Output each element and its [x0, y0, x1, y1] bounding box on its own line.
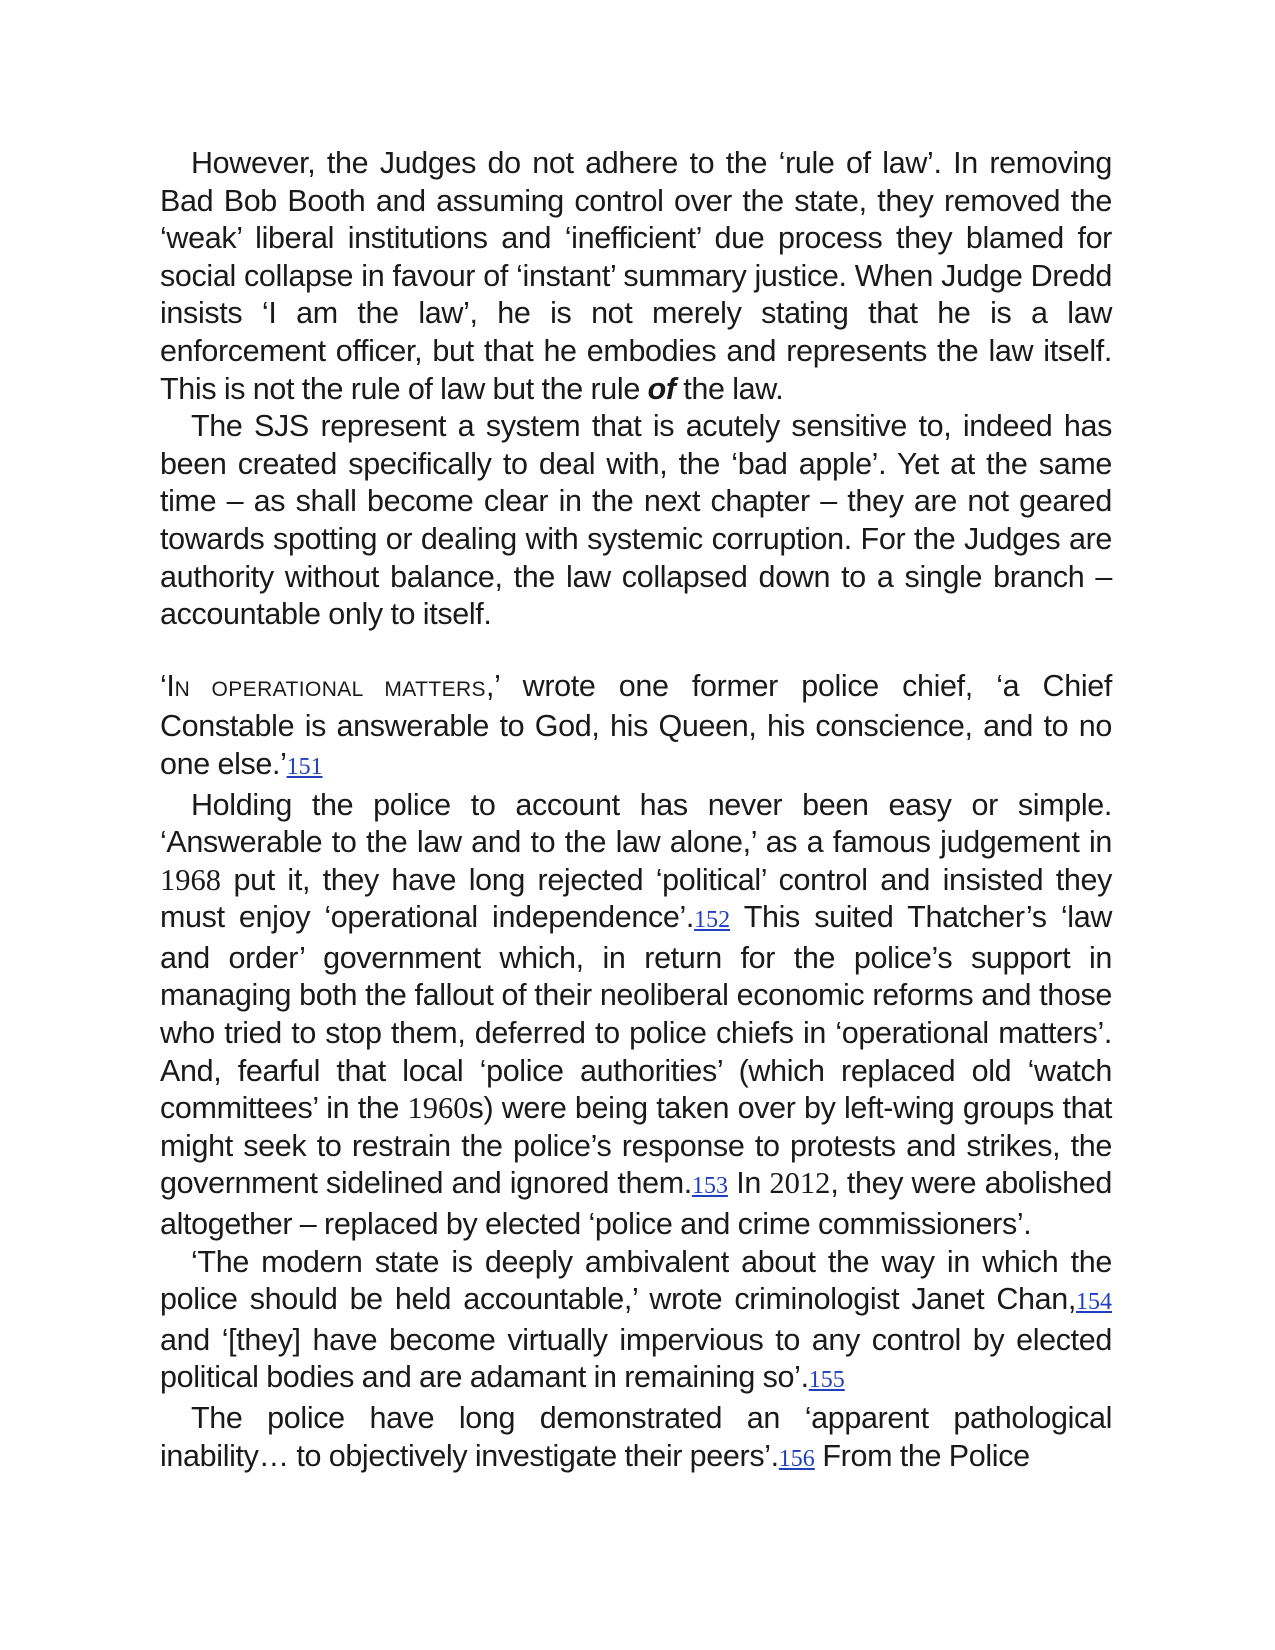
emphasis-of: of [647, 371, 676, 406]
footnote-link-153[interactable]: 153 [691, 1173, 728, 1200]
paragraph-text: ,’ wrote one former police chief, ‘a Chief Constable is answerable to God, his Queen, his conscience, and to no one else.’ [160, 668, 1112, 781]
paragraph-text: and ‘[they] have become virtually impervious to any control by elected political bodies and are adamant in remaining so’. [160, 1322, 1112, 1395]
footnote-link-155[interactable]: 155 [808, 1367, 845, 1394]
footnote-link-151[interactable]: 151 [286, 753, 323, 780]
year-2012: 2012 [769, 1166, 831, 1201]
paragraph-text: put it, they have long rejected ‘political’ control and insisted they must enjoy ‘operational independence’. [160, 862, 1112, 935]
footnote-link-152[interactable]: 152 [694, 907, 731, 934]
paragraph-text: ‘The modern state is deeply ambivalent about the way in which the police should be held accountable,’ wrote criminologist Janet Chan, [160, 1244, 1112, 1317]
paragraph-judges-rule-of-law [160, 145, 1112, 408]
paragraph-text: , they were abolished altogether – replaced by elected ‘police and crime commissioners’. [160, 1166, 1113, 1242]
section-break [160, 634, 1112, 668]
paragraph-sjs-system [160, 408, 1112, 634]
paragraph-text: The SJS represent a system that is acutely sensitive to, indeed has been created specifically to deal with, the ‘bad apple’. Yet at the same time – as shall become clear in the next chapter – they are not geared towards spotting or dealing with systemic corruption. For the Judges are authority without balance, the law collapsed down to a single branch – accountable only to itself. [160, 409, 1112, 632]
paragraph-text: This suited Thatcher’s ‘law and order’ government which, in return for the police’s support in managing both the fallout of their neoliberal economic reforms and those who tried to stop them, deferred to police chiefs in ‘operational matters’. And, fearful that local ‘police authorities’ (which replaced old ‘watch committees’ in the [160, 900, 1113, 1126]
paragraph-holding-police-to-account [160, 787, 1112, 1244]
footnote-link-154[interactable]: 154 [1076, 1289, 1112, 1316]
paragraph-pathological-inability [160, 1400, 1112, 1478]
opening-quote: ‘I [160, 668, 175, 703]
paragraph-modern-state [160, 1244, 1112, 1400]
paragraph-text: s) were being taken over by left-wing groups that might seek to restrain the police’s response to protests and strikes, the government sidelined and ignored them. [160, 1091, 1112, 1201]
page-body [160, 145, 1112, 1478]
paragraph-text: In [727, 1166, 770, 1201]
year-1968: 1968 [160, 862, 221, 897]
paragraph-text: From the Police [814, 1438, 1030, 1473]
paragraph-text: Holding the police to account has never been easy or simple. ‘Answerable to the law and to the law alone,’ as a famous judgement in [160, 787, 1112, 860]
paragraph-text: However, the Judges do not adhere to the ‘rule of law’. In removing Bad Bob Booth and assuming control over the state, they removed the ‘weak’ liberal institutions and ‘inefficient’ due process they blamed for social collapse in favour of ‘instant’ summary justice. When Judge Dredd insists ‘I am the law’, he is not merely stating that he is a law enforcement officer, but that he embodies and represents the law itself. This is not the rule of law but the rule [160, 146, 1112, 406]
paragraph-operational-matters [160, 668, 1112, 787]
paragraph-text: the law. [675, 371, 784, 406]
year-1960: 1960 [407, 1091, 469, 1126]
small-caps-lead-in: N OPERATIONAL MATTERS [174, 677, 486, 701]
paragraph-text: The police have long demonstrated an ‘apparent pathological inability… to objectively investigate their peers’. [160, 1401, 1112, 1473]
footnote-link-156[interactable]: 156 [778, 1445, 815, 1472]
